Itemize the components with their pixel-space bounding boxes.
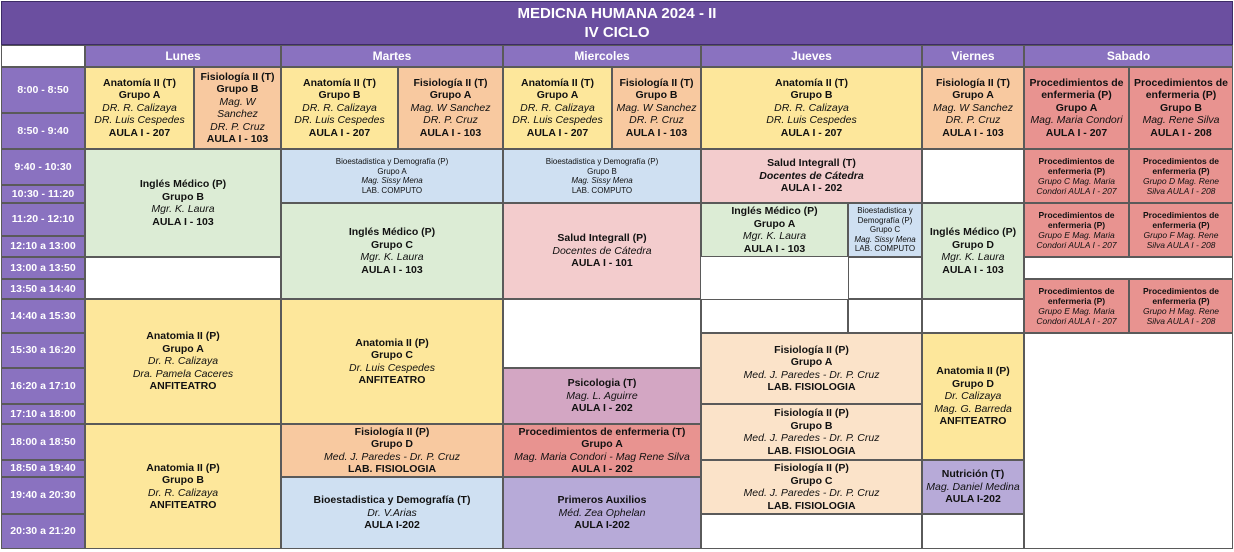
class-line: Mag. W Sanchez [933,101,1013,114]
class-line: Inglés Médico (P) [348,226,436,238]
class-line: enfermeria (P) [1152,220,1210,230]
class-line: Dr. R. Calizaya [147,355,219,368]
class-line: Procedimientos de [1038,286,1115,296]
class-line: enfermeria (P) [1041,89,1112,102]
class-block [1129,203,1233,257]
class-line: AULA I - 207 [780,126,843,139]
class-line: Anatomia II (P) [936,365,1010,378]
class-line: DR. P. Cruz [210,120,265,133]
class-line: Anatomia II (P) [146,330,220,343]
class-line: Mgr. K. Laura [151,203,215,215]
empty-slot [701,514,922,549]
class-line: ANFITEATRO [358,374,426,386]
class-line: Anatomia II (P) [146,461,220,474]
class-line: Med. J. Paredes - Dr. P. Cruz [743,487,880,499]
class-line: Primeros Auxilios [557,494,647,507]
class-line: Bioestadistica y Demografía (P) [335,157,449,166]
class-line: Mag. Sissy Mena [361,176,423,185]
class-line: Grupo D Mag. Rene [1142,176,1220,186]
class-line: enfermeria (P) [1047,296,1106,306]
class-line: Grupo A [536,89,579,102]
empty-slot [701,299,848,333]
class-line: Fisiología II (P) [774,462,849,474]
day-header-2: Miercoles [503,45,701,67]
class-block [701,333,922,404]
class-block [701,460,922,514]
class-line: Fisiología II (T) [619,76,694,89]
class-block [85,149,281,257]
class-line: Mag. G. Barreda [934,402,1012,415]
class-block [281,477,503,549]
class-line: enfermeria (P) [1152,296,1210,306]
class-line: Grupo B [216,83,259,95]
class-line: Grupo F Mag. Rene [1143,230,1219,240]
class-line: AULA I - 207 [1045,126,1108,139]
class-line: Salud Integrall (T) [767,157,856,170]
class-line: Grupo C [790,474,833,487]
time-slot-9: 15:30 a 16:20 [1,333,85,368]
time-slot-10: 16:20 a 17:10 [1,368,85,404]
class-line: DR. Luis Cespedes [766,114,857,127]
class-block [503,203,701,299]
time-slot-2: 9:40 - 10:30 [1,149,85,185]
empty-slot [848,299,922,333]
empty-slot [1024,257,1233,279]
class-line: DR. R. Calizaya [102,101,177,114]
class-line: Grupo D [952,238,994,251]
class-line: Procedimientos de [1142,210,1220,220]
class-line: AULA I - 103 [361,263,423,276]
class-line: Med. J. Paredes - Dr. P. Cruz [743,432,880,444]
class-line: Grupo A [790,356,833,368]
class-line: AULA I - 103 [152,215,214,228]
class-block [85,67,194,149]
class-line: Grupo H Mag. Rene [1142,306,1220,316]
class-line: AULA I - 207 [108,126,171,139]
class-line: Grupo B [635,89,678,102]
time-slot-3: 10:30 - 11:20 [1,185,85,203]
time-slot-4: 11:20 - 12:10 [1,203,85,236]
class-line: Bioestadistica y [857,206,913,216]
class-line: Grupo A [429,89,472,102]
class-line: AULA I - 101 [571,257,633,270]
class-line: Grupo D [371,438,413,450]
class-block [85,299,281,424]
class-line: Grupo A [377,166,407,176]
class-line: Mgr. K. Laura [742,230,807,242]
schedule-title [1,1,1233,45]
class-line: AULA I-202 [364,519,420,532]
class-line: Grupo E Mag. Maria [1038,306,1115,316]
class-block [1024,279,1129,333]
class-block [194,67,281,149]
class-block [1129,149,1233,203]
class-block [85,424,281,549]
class-line: Anatomía II (T) [303,76,376,89]
class-line: Grupo A [162,342,204,355]
class-line: ANFITEATRO [149,380,217,393]
class-block [922,460,1024,514]
class-line: Procedimientos de [1038,210,1115,220]
class-line: DR. P. Cruz [423,114,478,127]
class-line: Anatomia II (P) [355,336,429,349]
class-line: Grupo C [371,238,413,251]
class-line: LAB. FISIOLOGIA [767,499,856,512]
class-line: Grupo B [162,474,204,486]
class-line: Grupo E Mag. Maria [1038,230,1115,240]
class-line: Grupo A [753,217,796,230]
class-block [503,149,701,203]
time-slot-8: 14:40 a 15:30 [1,299,85,333]
time-slot-15: 20:30 a 21:20 [1,514,85,549]
class-line: DR. R. Calizaya [302,101,377,114]
class-line: Docentes de Cátedra [759,169,864,182]
class-line: Silva AULA I - 208 [1146,240,1216,250]
class-line: DR. Luis Cespedes [294,114,385,127]
title-line-2: IV CICLO [584,24,650,41]
class-line: DR. R. Calizaya [520,101,595,114]
class-line: AULA I - 207 [308,126,371,139]
class-line: Procedimientos de [1142,156,1220,166]
class-line: Mag. W Sanchez [616,101,697,114]
class-line: Silva AULA I - 208 [1146,186,1216,196]
class-line: ANFITEATRO [149,499,217,511]
class-line: Mag. Sissy Mena [854,234,916,244]
class-line: Grupo A [118,89,161,102]
class-line: AULA I - 208 [1150,126,1212,139]
corner-cell [1,45,85,67]
class-line: Silva AULA I - 208 [1146,316,1216,326]
class-block [281,424,503,477]
class-line: enfermeria (P) [1152,166,1210,176]
class-line: Procedimientos de enfermeria (T) [518,425,686,438]
class-line: Procedimientos de [1142,286,1220,296]
class-line: LAB. FISIOLOGIA [767,381,856,393]
class-line: Dr. R. Calizaya [147,486,219,499]
class-line: Grupo A [581,438,623,450]
class-line: enfermeria (P) [1047,220,1106,230]
class-block [701,404,922,460]
class-line: Grupo B [790,419,833,432]
class-line: ANFITEATRO [939,415,1007,428]
class-line: Inglés Médico (P) [139,178,227,190]
class-line: Psicologia (T) [567,377,637,390]
class-line: Fisiología II (T) [413,76,488,89]
day-header-0: Lunes [85,45,281,67]
class-line: Inglés Médico (P) [731,205,818,217]
class-block [503,67,612,149]
class-line: Dra. Pamela Caceres [132,367,234,380]
time-slot-14: 19:40 a 20:30 [1,477,85,514]
class-line: LAB. COMPUTO [361,185,423,195]
class-line: Mag. Maria Condori [1030,114,1123,127]
class-line: Mag. Rene Silva [1142,114,1220,127]
class-line: AULA I - 103 [942,126,1004,139]
class-block [503,368,701,424]
class-line: AULA I - 202 [780,182,843,195]
class-line: AULA I - 202 [571,463,633,475]
day-header-5: Sabado [1024,45,1233,67]
class-line: AULA I-202 [574,519,630,532]
time-slot-5: 12:10 a 13:00 [1,236,85,257]
class-line: Anatomía II (T) [521,76,594,89]
class-line: Inglés Médico (P) [929,226,1017,238]
class-block [503,477,701,549]
class-line: Grupo C [371,349,413,361]
class-line: DR. Luis Cespedes [512,114,603,127]
class-line: Grupo D [952,377,994,390]
class-line: LAB. FISIOLOGIA [767,444,856,457]
class-block [281,299,503,424]
empty-slot [1024,333,1233,549]
class-line: Grupo B [162,190,204,203]
class-line: AULA I-202 [945,493,1001,506]
empty-slot [503,299,701,368]
class-line: DR. Luis Cespedes [94,114,185,127]
class-line: Grupo A [952,89,994,102]
empty-slot [922,149,1024,203]
class-line: Mag. Sissy Mena [571,176,633,185]
class-line: AULA I - 103 [942,263,1004,276]
day-header-4: Viernes [922,45,1024,67]
class-line: DR. P. Cruz [629,114,684,127]
class-line: AULA I - 103 [625,126,688,139]
class-line: Bioestadistica y Demografía (P) [545,157,659,166]
class-line: Anatomía II (T) [103,76,176,89]
time-slot-6: 13:00 a 13:50 [1,257,85,279]
class-line: Mgr. K. Laura [360,251,424,263]
class-line: AULA I - 207 [526,126,589,139]
class-line: Mag. Daniel Medina [926,480,1020,493]
class-line: Med. J. Paredes - Dr. P. Cruz [324,450,460,463]
time-slot-0: 8:00 - 8:50 [1,67,85,113]
class-line: Procedimientos de [1029,76,1124,89]
class-line: AULA I - 103 [743,242,806,255]
title-line-1: MEDICNA HUMANA 2024 - II [517,5,717,22]
class-block [922,67,1024,149]
class-block [922,333,1024,460]
class-line: AULA I - 103 [206,133,269,145]
class-line: Nutrición (T) [941,468,1005,481]
class-line: Dr. Luis Cespedes [349,361,435,374]
class-block [398,67,503,149]
empty-slot [85,257,281,299]
class-block [1024,203,1129,257]
class-block [1024,149,1129,203]
class-line: Mgr. K. Laura [941,251,1005,263]
class-line: Méd. Zea Ophelan [558,506,646,519]
time-slot-7: 13:50 a 14:40 [1,279,85,299]
class-line: Dr. Calizaya [944,390,1002,403]
class-block [1129,67,1233,149]
class-line: Grupo B [318,89,361,102]
class-line: AULA I - 103 [419,126,482,139]
time-slot-1: 8:50 - 9:40 [1,113,85,149]
class-line: Grupo B [1160,101,1202,114]
class-block [922,203,1024,299]
class-block [281,149,503,203]
class-line: LAB. COMPUTO [854,244,916,254]
class-line: DR. R. Calizaya [774,101,849,114]
time-slot-13: 18:50 a 19:40 [1,460,85,477]
class-line: AULA I - 202 [571,402,633,415]
class-block [1024,67,1129,149]
empty-slot [922,514,1024,549]
class-line: Fisiología II (T) [935,76,1011,89]
day-header-1: Martes [281,45,503,67]
class-line: LAB. FISIOLOGIA [347,463,437,475]
class-block [281,203,503,299]
class-block [848,203,922,257]
class-line: Condori AULA I - 207 [1036,240,1117,250]
time-slot-12: 18:00 a 18:50 [1,424,85,460]
class-line: enfermeria (P) [1047,166,1106,176]
day-header-3: Jueves [701,45,922,67]
class-block [503,424,701,477]
class-line: Fisiología II (P) [354,425,430,438]
class-line: Fisiología II (T) [200,70,275,83]
class-line: Grupo B [587,166,617,176]
class-line: Grupo B [790,89,833,102]
class-line: Salud Integrall (P) [557,232,647,245]
class-line: Mag. L. Aguirre [566,389,638,402]
class-line: Condori AULA I - 207 [1036,316,1117,326]
class-line: Mag. Maria Condori - Mag Rene Silva [514,450,690,463]
class-block [701,203,848,257]
class-line: Mag. W [219,95,256,108]
class-line: enfermeria (P) [1145,89,1217,102]
empty-slot [922,299,1024,333]
class-line: Grupo C [869,225,901,235]
class-line: Demografía (P) [857,215,913,225]
class-line: Sanchez [217,108,258,120]
class-line: Procedimientos de [1134,76,1228,89]
class-block [281,67,398,149]
time-slot-11: 17:10 a 18:00 [1,404,85,424]
class-line: Fisiología II (P) [774,407,849,419]
class-line: DR. P. Cruz [945,114,1001,127]
class-line: LAB. COMPUTO [571,185,633,195]
empty-slot [848,257,922,299]
class-line: Bioestadistica y Demografía (T) [313,494,471,507]
class-line: Dr. V.Arias [367,506,417,519]
class-line: Docentes de Cátedra [552,244,652,257]
class-block [701,149,922,203]
class-block [612,67,701,149]
class-line: Procedimientos de [1038,156,1115,166]
class-block [1129,279,1233,333]
class-line: Fisiología II (P) [774,343,849,356]
class-line: Anatomía II (T) [775,76,848,89]
class-block [701,67,922,149]
class-line: Mag. W Sanchez [410,101,491,114]
class-line: Grupo C Mag. Maria [1038,176,1115,186]
class-line: Grupo A [1055,101,1098,114]
class-line: Med. J. Paredes - Dr. P. Cruz [743,368,880,381]
class-line: Condori AULA I - 207 [1036,186,1117,196]
